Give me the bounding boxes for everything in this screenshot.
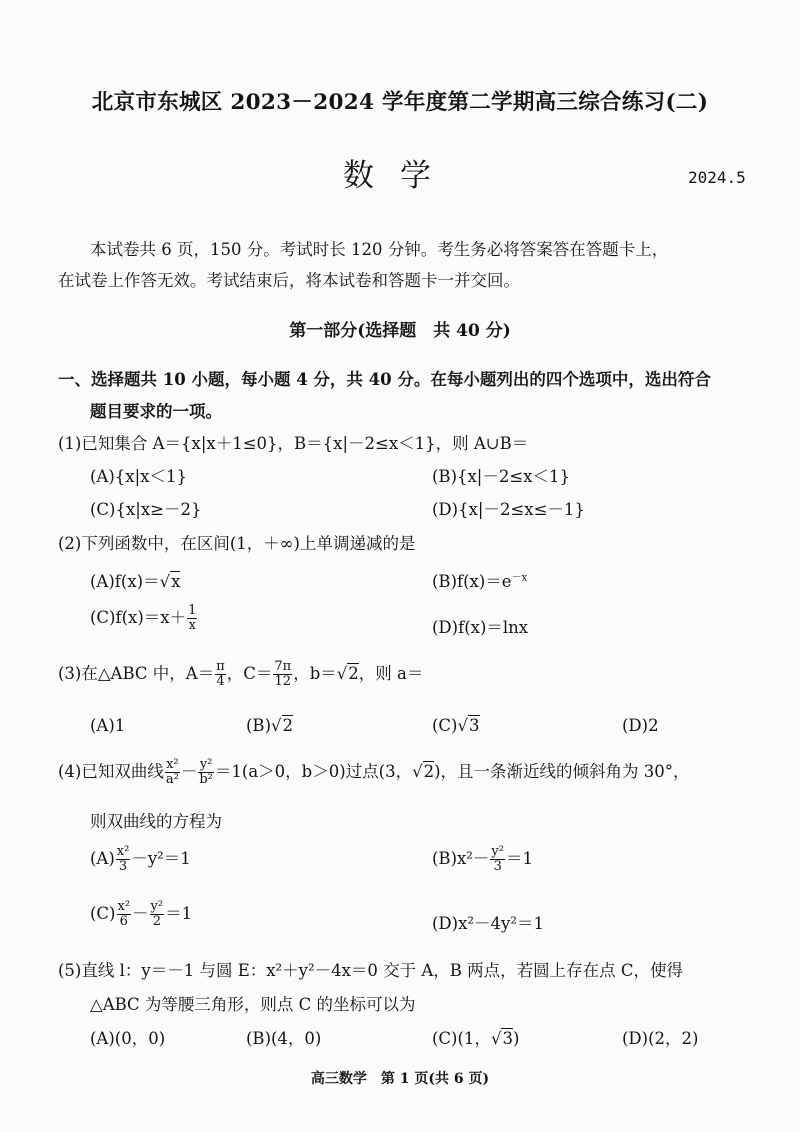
q2-option-a: (A)f(x)＝√x [90,572,181,591]
q2-option-b: $(B)f(x)=e^{-x}$ [432,572,528,591]
q4-option-c: (C) $\frac{\text{x²}}{6}$ － $\frac{\text{y²}}{2}$ ＝1 [90,899,193,929]
q5-stem-line-1: (5)直线 l：y＝－1 与圆 E：x²＋y²－4x＝0 交于 A，B 两点，若圆上存在点 C，使得 [58,961,684,980]
q5-stem-line-2: △ABC 为等腰三角形，则点 C 的坐标可以为 [90,995,416,1014]
q4-option-d: (D)x²－4y²＝1 [432,914,544,933]
q3-stem: (3)在△ABC 中，A＝ $\frac{\pi}{4}$ ，C＝ $\frac{7\pi}{12}$ ，b＝√2，则 a＝ [58,659,424,689]
q2-option-c: (C)f(x)＝x＋ $\frac{1}{x}$ [90,603,197,633]
exam-date: 2024.5 [688,168,746,187]
q3-option-c: (C)√3 [432,716,480,735]
q1-option-d: (D){x|－2≤x≤－1} [432,500,585,519]
q4-option-b: (B)x²－ $\frac{\text{y²}}{3}$ ＝1 [432,844,533,874]
q5-option-b: (B)(4，0) [246,1029,322,1048]
q4-stem-line-2: 则双曲线的方程为 [90,812,222,831]
q3-option-a: (A)1 [90,716,126,735]
page-footer: 高三数学 第 1 页(共 6 页) [310,1071,490,1087]
exam-title: 北京市东城区 2023－2024 学年度第二学期高三综合练习(二) [91,90,709,115]
q4-option-a: (A) $\frac{\text{x²}}{3}$ －y²＝1 [90,844,191,874]
section-one-title: 第一部分(选择题 共 40 分) [289,321,511,341]
q1-option-c: (C){x|x≥－2} [90,500,202,519]
section-one-intro-1: 一、选择题共 10 小题，每小题 4 分，共 40 分。在每小题列出的四个选项中，选出符合 [58,370,711,389]
q1-option-a: (A){x|x＜1} [90,467,187,486]
q5-option-c: (C)(1，√3) [432,1029,520,1048]
subject-heading: 数学 [343,158,457,194]
section-one-intro-2: 题目要求的一项。 [90,402,222,421]
instructions-line-1: 本试卷共 6 页，150 分。考试时长 120 分钟。考生务必将答案答在答题卡上， [90,240,669,259]
q2-stem: (2)下列函数中，在区间(1，＋∞)上单调递减的是 [58,534,416,553]
instructions-line-2: 在试卷上作答无效。考试结束后，将本试卷和答题卡一并交回。 [58,271,520,290]
q4-stem: (4)已知双曲线 $\frac{\text{x²}}{\text{a²}}$ － $\frac{\text{y²}}{\text{b²}}$ ＝1(a＞0，b＞0)过点(3，√2)，且一条渐近线的倾斜角为 30°， [58,757,690,787]
q1-option-b: (B){x|－2≤x＜1} [432,467,570,486]
q3-option-d: (D)2 [622,716,659,735]
q1-stem: (1)已知集合 A＝{x|x＋1≤0}，B＝{x|－2≤x＜1}，则 A∪B＝ [58,434,529,453]
q2-option-d: (D)f(x)＝lnx [432,618,529,637]
q3-option-b: (B)√2 [246,716,294,735]
q5-option-a: (A)(0，0) [90,1029,166,1048]
q5-option-d: (D)(2，2) [622,1029,699,1048]
